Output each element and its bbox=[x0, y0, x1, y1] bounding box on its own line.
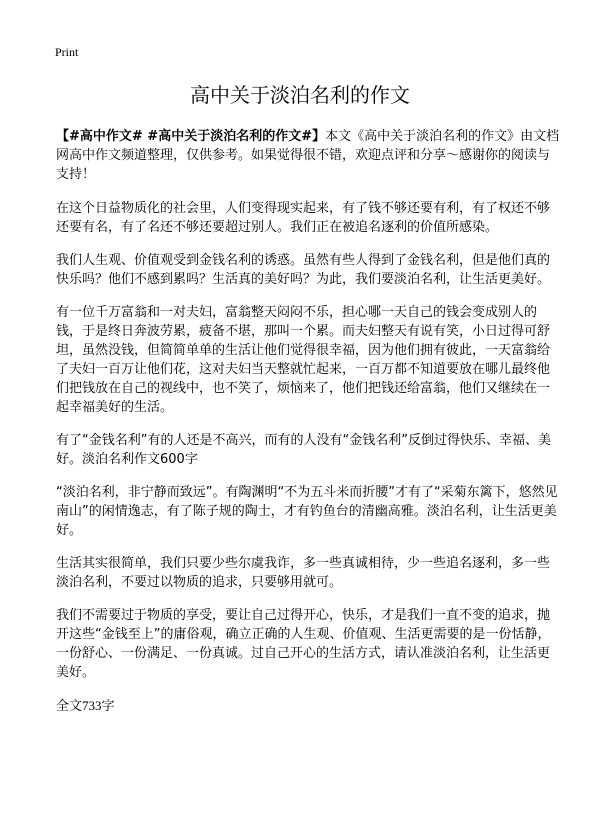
paragraph-3: 有一位千万富翁和一对夫妇，富翁整天闷闷不乐，担心哪一天自己的钱会变成别人的钱，于是终日奔波劳累，疲备不堪，那叫一个累。而夫妇整天有说有笑，小日过得可舒坦，虽然没钱，但简简单单的生活让他们觉得很幸福，因为他们拥有彼此，一天富翁给了夫妇一百万让他们花，这对夫妇当天整就忙起来，一百万都不知道要放在哪儿最终他们把钱放在自己的视线中，也不笑了，烦恼来了，他们把钱还给富翁，他们又继续在一起幸福美好的生活。 bbox=[56, 305, 551, 415]
paragraph-4: 有了“金钱名利”有的人还是不高兴，而有的人没有“金钱名利”反倒过得快乐、幸福、美好。淡泊名利作文600字 bbox=[56, 433, 551, 467]
intro-paragraph bbox=[56, 127, 560, 184]
print-link[interactable]: Print bbox=[55, 45, 79, 59]
article-body bbox=[56, 127, 560, 729]
intro-tags: 【#高中作文# #高中关于淡泊名利的作文#】 bbox=[56, 129, 326, 144]
word-count: 全文733字 bbox=[56, 698, 115, 713]
paragraph-6: 生活其实很简单，我们只要少些尔虞我诈，多一些真诚相待，少一些追名逐利，多一些淡泊名利，不要过以物质的追求，只要够用就可。 bbox=[56, 556, 551, 590]
paragraph-2: 我们人生观、价值观受到金钱名利的诱惑。虽然有些人得到了金钱名利，但是他们真的快乐吗？他们不感到累吗？生活真的美好吗？为此，我们要淡泊名利，让生活更美好。 bbox=[56, 253, 551, 287]
intro-text: 本文《高中关于淡泊名利的作文》由文档网高中作文频道整理，仅供参考。如果觉得很不错，欢迎点评和分享～感谢你的阅读与支持！ bbox=[56, 129, 560, 182]
paragraph-1: 在这个日益物质化的社会里，人们变得现实起来，有了钱不够还要有利，有了权还不够还要有名，有了名还不够还要超过别人。我们正在被追名逐利的价值所感染。 bbox=[56, 201, 551, 235]
paragraph-5: “淡泊名利，非宁静而致远”。有陶渊明“不为五斗米而折腰”才有了“采菊东篱下，悠然见南山”的闲情逸志，有了陈子规的陶士，才有钓鱼台的清幽高雅。淡泊名利，让生活更美好。 bbox=[56, 485, 558, 538]
paragraph-7: 我们不需要过于物质的享受，要让自己过得开心，快乐，才是我们一直不变的追求，抛开这些“金钱至上”的庸俗观，确立正确的人生观、价值观、生活更需要的是一份恬静，一份舒心、一份满足、一份真诚。过自己开心的生活方式，请认准淡泊名利，让生活更美好。 bbox=[56, 608, 551, 680]
article-title: 高中关于淡泊名利的作文 bbox=[190, 83, 410, 107]
